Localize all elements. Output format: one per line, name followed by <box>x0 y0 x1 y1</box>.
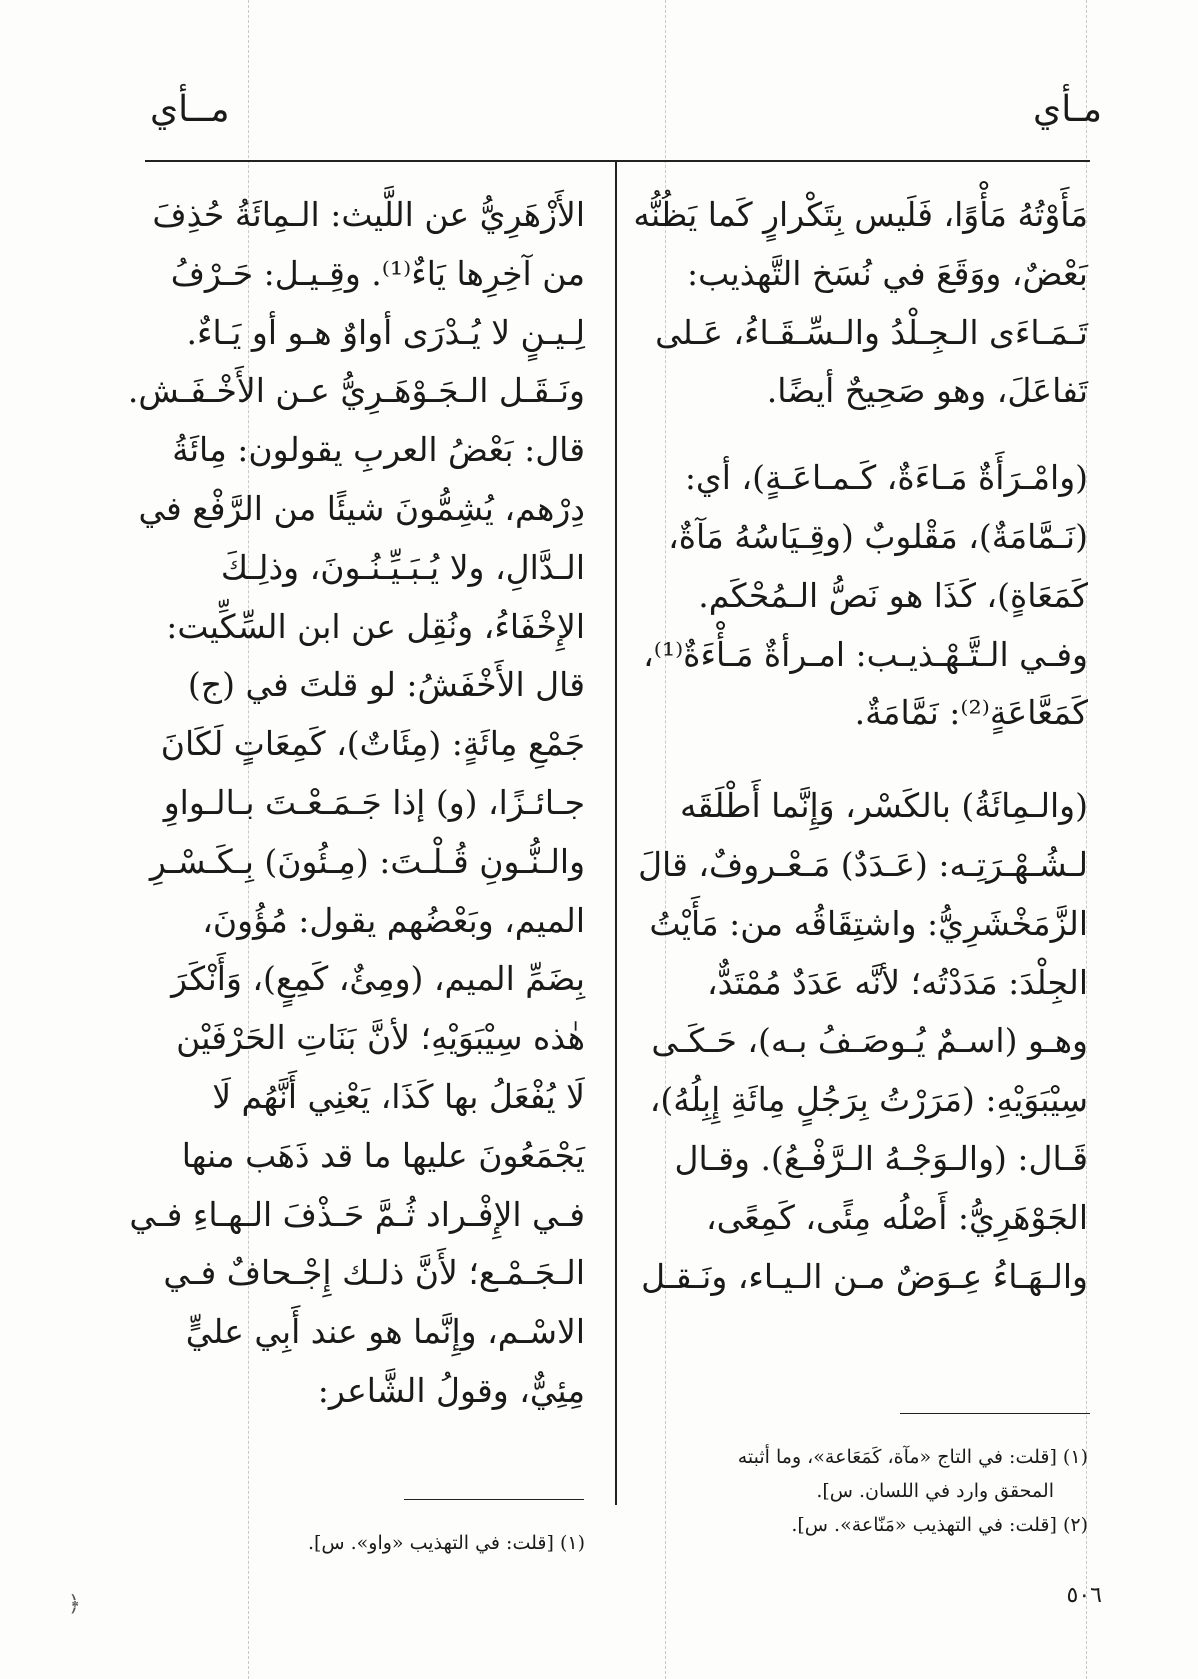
text-line: الـجَـمْـع؛ لأَنَّ ذلـك إِجْـحافٌ فـي <box>163 1253 585 1293</box>
text-line: دِرْهم، يُشِمُّونَ شيئًا من الرَّفْع في <box>138 488 585 528</box>
scan-mark: ﴿ <box>68 1592 81 1617</box>
page-number: ٥٠٦ <box>1066 1583 1102 1608</box>
text-line: يَجْمَعُونَ عليها ما قد ذَهَب منها <box>181 1135 585 1175</box>
text-line: جـائـزًا، (و) إذا جَـمَـعْـتَ بـالـواوِ <box>163 782 585 822</box>
text-line: الجَوْهَرِيُّ: أَصْلُه مِئًى، كَمِعًى، <box>705 1197 1088 1237</box>
text-line: مِئِيٌّ، وقولُ الشَّاعر: <box>317 1370 585 1410</box>
running-head-right: مـأي <box>1033 89 1102 130</box>
paragraph <box>643 449 1088 743</box>
text-line: ونَـقَـل الـجَـوْهَـرِيُّ عـن الأَخْـفَـش. <box>127 371 585 411</box>
text-line: قال الأَخْفَشُ: لو قلتَ في (ج) <box>187 665 585 705</box>
text-line: الإِخْفَاءُ، ونُقِل عن ابن السِّكِّيت: <box>166 606 585 646</box>
footnote-line: (٢) [قلت: في التهذيب «مَنّاعة». س]. <box>791 1514 1088 1536</box>
text-line: وفـي الـتَّـهْـذيـب: امـرأةٌ مَـأْءَةٌ⁽¹⁾، <box>643 634 1088 674</box>
right-column <box>633 186 1088 1306</box>
text-line: تَفاعَلَ، وهو صَحِيحٌ أيضًا. <box>766 371 1088 411</box>
text-line: لِـيـنٍ لا يُـدْرَى أواوٌ هـو أو يَـاءٌ. <box>186 312 585 352</box>
paragraph <box>638 777 1088 1306</box>
text-line: لـشُـهْـرَتِـه: (عَـدَدٌ) مَـعْـروفٌ، قالَ <box>638 844 1088 884</box>
text-line: (وامْـرَأَةٌ مَـاءَةٌ، كَـمـاعَـةٍ)، أي: <box>684 458 1088 498</box>
column-divider <box>615 160 617 1505</box>
text-line: الزَّمَخْشَرِيُّ: واشتِقَاقُه من: مَأَيْتُ <box>649 903 1088 943</box>
text-line: (نَـمَّامَةٌ)، مَقْلوبٌ (وقِـيَاسُهُ مَآةٌ، <box>668 516 1088 556</box>
text-line: الـدَّالِ، ولا يُـبَـيِّـنُـونَ، وذلِـكَ <box>220 547 585 587</box>
footnote-line: (١) [قلت: في التهذيب «واو». س]. <box>307 1532 585 1554</box>
text-line: الجِلْدَ: مَدَدْتُه؛ لأنَّه عَدَدٌ مُمْتَدٌّ، <box>707 962 1088 1002</box>
footnote-line: (١) [قلت: في التاج «مآة، كَمَعَاعة»، وما أثبته <box>737 1446 1088 1468</box>
text-line: هٰذه سِيْبَوَيْهِ؛ لأنَّ بَنَاتِ الحَرْفَيْن <box>176 1018 585 1058</box>
text-line: الأَزْهَرِيُّ عن اللَّيث: الـمِائَةُ حُذِفَ <box>152 195 585 234</box>
footnote-rule <box>900 1413 1090 1414</box>
left-column <box>127 186 585 1421</box>
header-rule <box>145 160 1090 162</box>
text-line: قَـال: (والـوَجْـهُ الـرَّفْـعُ). وقـال <box>674 1138 1088 1178</box>
text-line: بَعْضٌ، ووَقَعَ في نُسَخ التَّهذيب: <box>687 253 1088 293</box>
text-line: سِيْبَوَيْهِ: (مَرَرْتُ بِرَجُلٍ مِائَةِ إِبِلُهُ)، <box>649 1080 1088 1120</box>
text-line: الميم، وبَعْضُهم يقول: مُؤُونَ، <box>202 900 585 940</box>
text-line: (والـمِائَةُ) بالكَسْر، وَإِنَّما أَطْلَقَه <box>679 786 1088 826</box>
footnotes-right <box>640 1440 1088 1542</box>
paragraph <box>633 186 1088 421</box>
text-line: والـنُّـونِ قُـلْـتَ: (مِـئُونَ) بِـكَـسْـرِ <box>149 841 585 881</box>
paragraph <box>127 186 585 1421</box>
text-line: فـي الإِفْـراد ثُـمَّ حَـذْفَ الـهـاءِ فـي <box>129 1194 585 1234</box>
text-line: تَـمَـاءَى الـجِـلْدُ والـسِّـقَـاءُ، عَـلى <box>655 312 1088 352</box>
footnote-line: المحقق وارد في اللسان. س]. <box>816 1480 1054 1502</box>
text-line: كَمَعَاةٍ)، كَذَا هو نَصُّ الـمُحْكَم. <box>698 575 1088 615</box>
text-line: لَا يُفْعَلُ بها كَذَا، يَعْنِي أَنَّهُم لَا <box>212 1076 585 1116</box>
text-line: بِضَمِّ الميم، (ومِئٌ، كَمِعٍ)، وَأَنْكَرَ <box>171 959 585 999</box>
text-line: كَمَعَّاعَةٍ⁽²⁾: نَمَّامَةٌ. <box>854 693 1088 733</box>
running-head-left: مــأي <box>150 89 230 130</box>
text-line: مَأَوْتُهُ مَأْوًا، فَلَيس بِتَكْرارٍ كَما يَظُنُّه <box>633 195 1088 234</box>
footnotes-left <box>145 1526 585 1560</box>
text-line: وهـو (اسـمٌ يُـوصَـفُ بـه)، حَـكَـى <box>651 1021 1088 1061</box>
text-line: الاسْـم، وإِنَّما هو عند أَبِي عليٍّ <box>185 1312 585 1352</box>
text-line: قال: بَعْضُ العربِ يقولون: مِائَةُ <box>172 430 585 470</box>
text-line: جَمْعِ مِائَةٍ: (مِئَاتٌ)، كَمِعَاتٍ لَكَانَ <box>160 724 585 764</box>
text-line: من آخِرِها يَاءٌ⁽¹⁾. وقِـيـل: حَـرْفُ <box>170 253 585 293</box>
footnote-rule <box>404 1499 584 1500</box>
text-line: والـهَـاءُ عِـوَضٌ مـن الـيـاء، ونَـقـل <box>641 1256 1088 1296</box>
